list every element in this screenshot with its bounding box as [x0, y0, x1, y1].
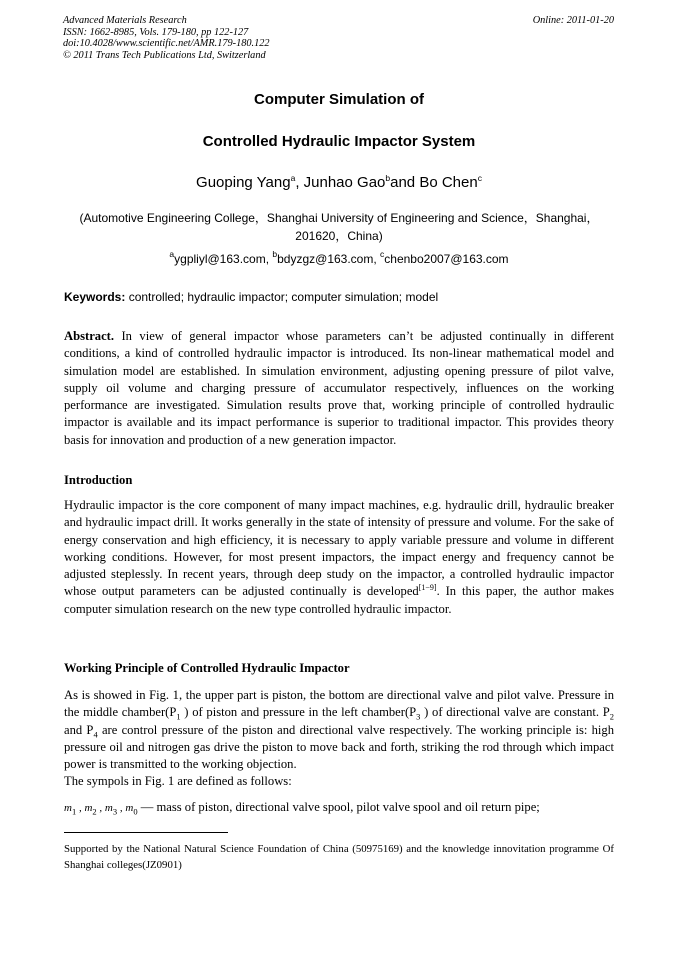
symbol-m: m: [125, 802, 134, 814]
email-b: bdyzgz@163.com,: [277, 252, 381, 266]
affiliation: (Automotive Engineering College，Shanghai University of Engineering and Science，Shanghai，201620，China): [79, 211, 599, 243]
author-2: , Junhao Gao: [295, 174, 386, 191]
section-heading-working-principle: Working Principle of Controlled Hydraulic Impactor: [64, 661, 350, 675]
paper-title-line-2: Controlled Hydraulic Impactor System: [202, 133, 476, 150]
author-1: Guoping Yang: [196, 174, 291, 191]
email-a: ygpliyl@163.com,: [174, 252, 273, 266]
symbol-m: m: [84, 802, 93, 814]
principle-sub-2: 2: [609, 711, 614, 722]
abstract-label: Abstract.: [64, 329, 115, 343]
journal-header: [63, 15, 614, 61]
symbol-separator: ,: [117, 802, 126, 814]
principle-text-1: As is showed in Fig. 1, the upper part is piston, the bottom are directional valve and pilot valve. Pressure in the middle chamber(P: [64, 688, 614, 720]
journal-doi: doi:10.4028/www.scientific.net/AMR.179-180.122: [63, 38, 270, 50]
author-1-mark: a: [290, 173, 296, 183]
symbol-index-2: 2: [92, 806, 97, 817]
symbol-m: m: [64, 802, 72, 814]
principle-text-4: and P: [64, 722, 94, 737]
online-date: Online: 2011-01-20: [532, 15, 614, 26]
funding-footnote: Supported by the National Natural Science Foundation of China (50975169) and the knowledge innovitation programme Of Shanghai colleges(JZ0901): [64, 843, 614, 871]
footnote-rule: [64, 832, 228, 833]
keywords-text: controlled; hydraulic impactor; computer simulation; model: [125, 290, 439, 304]
symbols-intro: The sympols in Fig. 1 are defined as follows:: [64, 774, 292, 789]
author-3: and Bo Chen: [390, 174, 478, 191]
abstract: [64, 328, 614, 449]
symbol-index-1: 1: [71, 806, 77, 817]
journal-name: Advanced Materials Research: [63, 15, 187, 26]
journal-issn: ISSN: 1662-8985, Vols. 179-180, pp 122-127: [63, 26, 249, 38]
section-heading-introduction: Introduction: [64, 473, 133, 487]
symbol-dash: —: [137, 800, 157, 814]
symbol-description: mass of piston, directional valve spool, pilot valve spool and oil return pipe;: [156, 800, 540, 814]
symbol-separator: ,: [76, 802, 85, 814]
author-2-mark: b: [385, 173, 391, 183]
email-b-mark: b: [272, 249, 278, 259]
author-3-mark: c: [477, 173, 482, 183]
email-a-mark: a: [169, 249, 175, 259]
journal-copyright: © 2011 Trans Tech Publications Ltd, Switzerland: [63, 49, 266, 61]
symbol-definition-m: [64, 800, 540, 815]
symbol-m: m: [104, 802, 113, 814]
symbol-separator: ,: [96, 802, 105, 814]
author-emails: [0, 249, 678, 266]
email-c-mark: c: [380, 249, 385, 259]
keywords: [64, 290, 438, 304]
working-principle-paragraph: [64, 687, 614, 791]
principle-text-2: ) of piston and pressure in the left chamber(P: [180, 705, 417, 720]
keywords-label: Keywords:: [64, 290, 126, 304]
principle-text-3: ) of directional valve are constant. P: [420, 705, 610, 720]
principle-sub-4: 4: [93, 729, 98, 740]
author-list: [0, 174, 678, 191]
symbol-index-3: 3: [112, 806, 118, 817]
introduction-text-1: Hydraulic impactor is the core component of many impact machines, e.g. hydraulic drill, hydraulic breaker and hydraulic impact drill. It works generally in the state of intensity of pressure and volume. For the sake of energy conservation and high efficiency, it is necessary to apply variable pressure and volume in different working conditions. However, for most present impactors, the impact energy and frequency cannot be adjusted steplessly. In recent years, through deep study on the impactor, a controlled hydraulic impactor whose output parameters can be adjusted continually is developed: [64, 498, 614, 599]
principle-sub-3: 3: [416, 711, 421, 722]
email-c: chenbo2007@163.com: [384, 252, 509, 266]
introduction-text-2: . In this paper, the author makes computer simulation research on the new type controlled hydraulic impactor.: [64, 584, 614, 616]
principle-text-5: are control pressure of the piston and directional valve respectively. The working principle is: high pressure oil and nitrogen gas drive the piston to move back and forth, striking the rod through which impact power is transmitted to the working objection.: [64, 722, 614, 772]
introduction-paragraph: [64, 497, 614, 618]
abstract-text: In view of general impactor whose parameters can’t be adjusted continually in different conditions, a kind of controlled hydraulic impactor is introduced. Its non-linear mathematical model and simulation model are established. In simulation environment, adjusting opening pressure of pilot valve, supply oil volume and charging pressure of accumulator respectively, influences on the working performance are investigated. Simulation results prove that, working principle of controlled hydraulic impactor is available and its impact performance is superior to traditional impactor. This provides theory basis for innovation and production of a new generation impactor.: [64, 329, 614, 447]
paper-title-line-1: Computer Simulation of: [254, 91, 424, 108]
symbol-index-0: 0: [133, 806, 138, 817]
principle-sub-1: 1: [176, 711, 181, 722]
citation-ref: [1−9]: [418, 583, 437, 593]
